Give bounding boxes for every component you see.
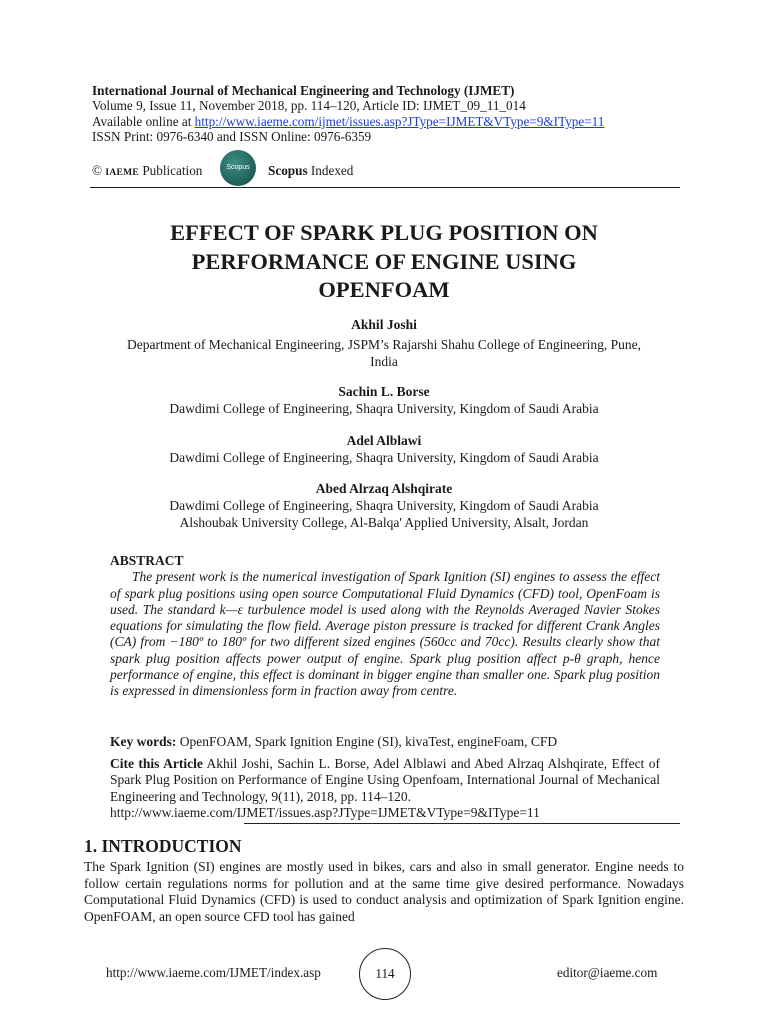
publisher-brand: IAEME: [105, 168, 140, 178]
intro-paragraph: The Spark Ignition (SI) engines are mostly used in bikes, cars and also in small generator. Engine needs to follow certain regulations norms for pollution and at the same time give desired performance. Nowadays Computational Fluid Dynamics (CFD) is used to conduct analysis and optimization of Spark Ignition engine. OpenFOAM, an open source CFD tool has gained: [84, 859, 684, 924]
author-block: [84, 481, 684, 531]
author-name: Sachin L. Borse: [338, 384, 430, 399]
journal-header: [92, 83, 692, 145]
publisher-row: [92, 150, 692, 190]
issn-line: ISSN Print: 0976-6340 and ISSN Online: 0976-6359: [92, 129, 372, 145]
title-line: EFFECT OF SPARK PLUG POSITION ON: [170, 220, 598, 245]
footer-url[interactable]: http://www.iaeme.com/IJMET/index.asp: [106, 965, 321, 980]
issue-link[interactable]: http://www.iaeme.com/ijmet/issues.asp?JType=IJMET&VType=9&IType=11: [194, 113, 605, 129]
footer-email[interactable]: editor@iaeme.com: [557, 965, 658, 980]
author-name: Adel Alblawi: [346, 433, 422, 448]
copyright-symbol: ©: [92, 163, 103, 178]
title-line: PERFORMANCE OF ENGINE USING: [191, 248, 577, 274]
scopus-bold: Scopus: [268, 163, 308, 178]
publisher-suffix: Publication: [139, 163, 203, 178]
author-block: [84, 317, 684, 370]
volume-line: Volume 9, Issue 11, November 2018, pp. 114–120, Article ID: IJMET_09_11_014: [92, 98, 526, 114]
page-footer: [0, 948, 768, 998]
abstract-text: The present work is the numerical investigation of Spark Ignition (SI) engines to assess the effect of spark plug positions using open source Computational Fluid Dynamics (CFD) tool, OpenFoam is used. The standard k—ε turbulence model is used along with the Reynolds Averaged Navier Stokes equations for simulating the flow field. Average piston pressure is tracked for different Crank Angles (CA) from −180º to 180º for two different sized engines (560cc and 70cc). Results clearly show that spark plug position affects power output of engine. Spark plug position affect p-θ graph, hence performance of engine, this effect is dominant in bigger engine than smaller one. Spark plug position is expressed in dimensionless form in fraction away from centre.: [110, 569, 660, 699]
available-prefix: Available online at: [92, 113, 195, 129]
cite-label: Cite this Article: [110, 756, 203, 771]
author-affiliation: Dawdimi College of Engineering, Shaqra University, Kingdom of Saudi Arabia: [169, 449, 599, 465]
page-number: 114: [359, 948, 411, 1000]
author-affiliation: India: [370, 353, 398, 369]
keywords: [110, 734, 660, 750]
abstract: [110, 553, 660, 700]
abstract-divider: [244, 823, 680, 824]
header-divider: [90, 187, 680, 188]
author-block: [84, 433, 684, 467]
scopus-logo-icon: Scopus: [220, 150, 256, 186]
abstract-heading: ABSTRACT: [110, 553, 184, 568]
cite-text: Akhil Joshi, Sachin L. Borse, Adel Alblawi and Abed Alrzaq Alshqirate, Effect of Spark Plug Position on Performance of Engine Using Openfoam, International Journal of Mechanical Engineering and Technology, 9(11), 2018, pp. 114–120.: [110, 756, 660, 804]
author-affiliation: Dawdimi College of Engineering, Shaqra University, Kingdom of Saudi Arabia: [169, 497, 599, 513]
author-name: Akhil Joshi: [351, 317, 417, 332]
keywords-label: Key words:: [110, 734, 177, 749]
paper-title: [84, 219, 684, 305]
author-affiliation: Alshoubak University College, Al-Balqa' Applied University, Alsalt, Jordan: [179, 514, 589, 530]
author-affiliation: Department of Mechanical Engineering, JSPM’s Rajarshi Shahu College of Engineering, Pune,: [126, 336, 641, 352]
publisher-credit: [92, 163, 202, 179]
available-online-line: [92, 114, 692, 129]
author-block: [84, 384, 684, 418]
journal-title: International Journal of Mechanical Engineering and Technology (IJMET): [92, 83, 515, 98]
scopus-suffix: Indexed: [307, 163, 354, 178]
cite-url[interactable]: http://www.iaeme.com/IJMET/issues.asp?JType=IJMET&VType=9&IType=11: [110, 804, 540, 820]
author-name: Abed Alrzaq Alshqirate: [315, 481, 453, 496]
title-line: OPENFOAM: [318, 277, 450, 302]
keywords-text: OpenFOAM, Spark Ignition Engine (SI), kivaTest, engineFoam, CFD: [176, 734, 558, 749]
citation: [110, 756, 660, 821]
section-heading: 1. INTRODUCTION: [84, 836, 242, 856]
scopus-indexed: [268, 163, 353, 179]
author-affiliation: Dawdimi College of Engineering, Shaqra University, Kingdom of Saudi Arabia: [169, 400, 599, 416]
